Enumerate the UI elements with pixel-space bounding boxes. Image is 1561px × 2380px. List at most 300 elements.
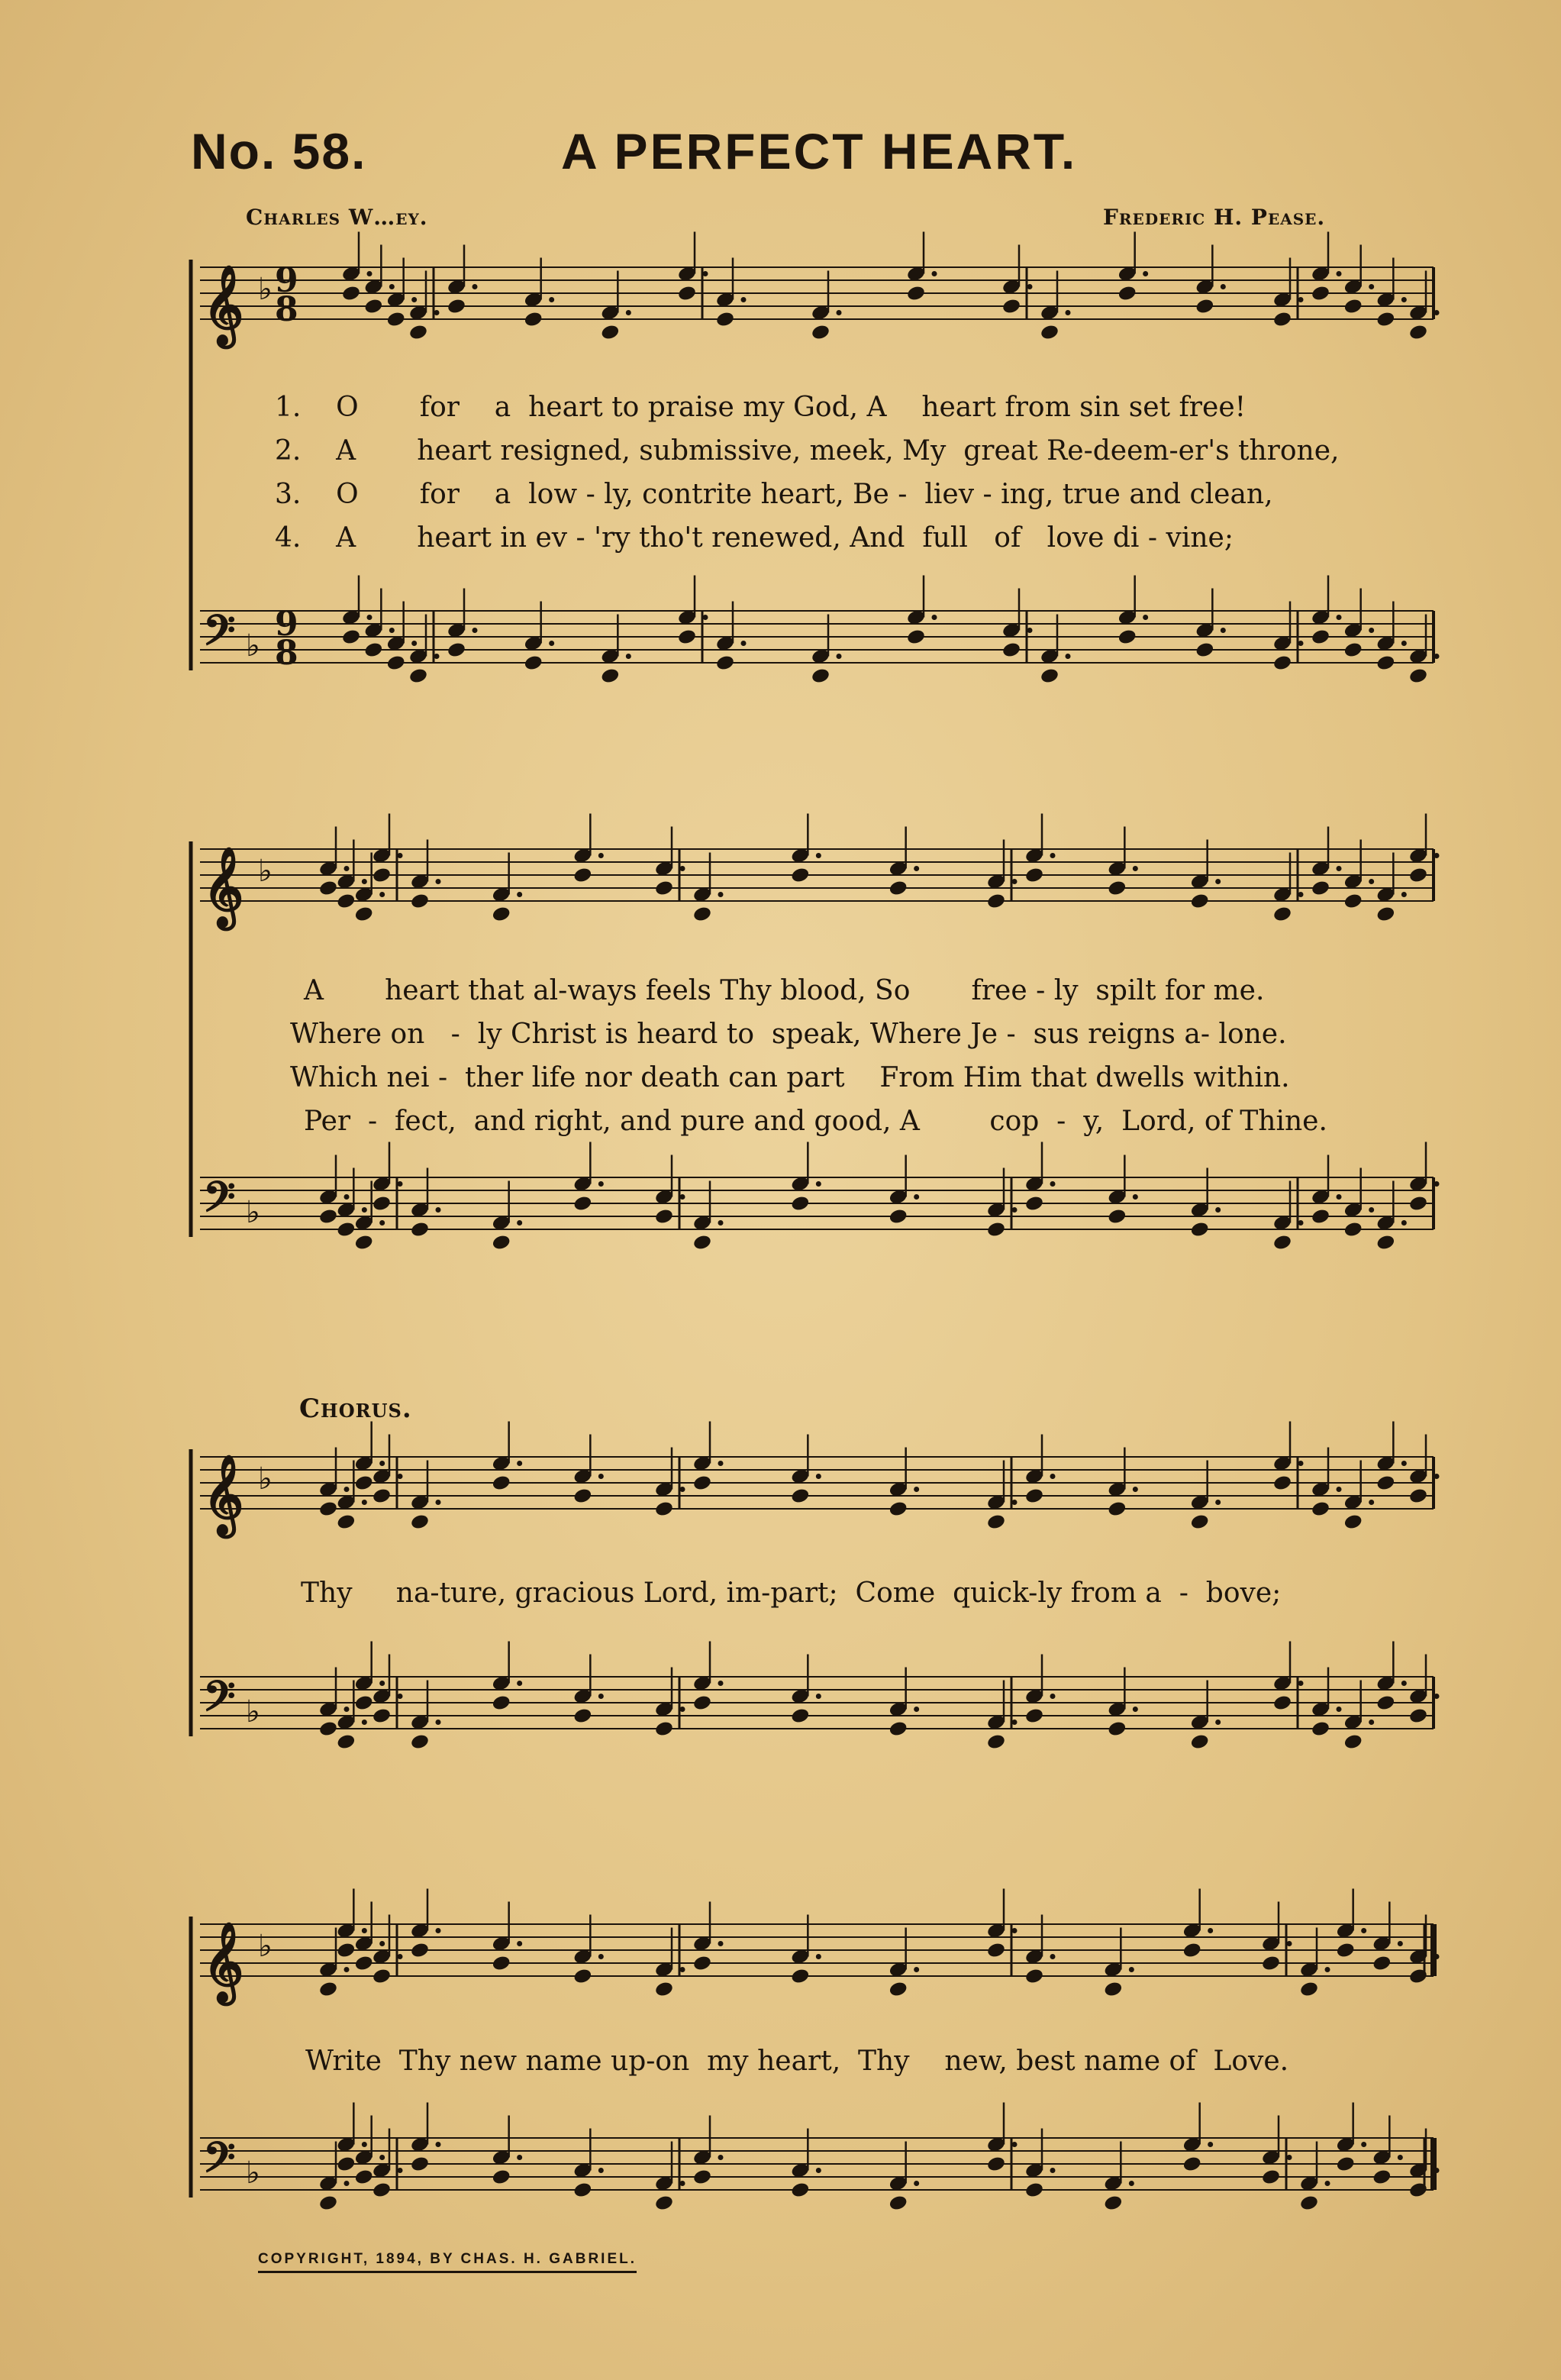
note-dot: [718, 1220, 724, 1226]
flat-sign: ♭: [246, 1694, 260, 1729]
note-dot: [598, 1181, 604, 1187]
note-dot: [411, 297, 417, 302]
lyricist-credit: Charles W…ey.: [246, 205, 428, 230]
note-dot: [1369, 628, 1374, 633]
note-dot: [1369, 1720, 1374, 1725]
note-head: [654, 1500, 674, 1518]
note-head: [408, 324, 428, 341]
note-dot: [1298, 892, 1304, 897]
note-dot: [598, 1694, 604, 1699]
note-head: [572, 867, 592, 884]
time-signature-top: 9: [275, 261, 298, 300]
note-head: [318, 880, 338, 897]
note-head: [889, 1500, 908, 1518]
note-head: [1343, 1221, 1363, 1238]
note-dot: [398, 1181, 403, 1187]
note-head: [1190, 1221, 1210, 1238]
flat-sign: ♭: [258, 1461, 273, 1497]
note-head: [811, 324, 830, 341]
treble-clef: 𝄞: [203, 846, 244, 927]
note-head: [492, 1474, 511, 1492]
note-dot: [398, 1694, 403, 1699]
note-dot: [344, 866, 350, 871]
bass-clef: 𝄢: [203, 1671, 236, 1731]
note-dot: [1401, 1461, 1407, 1466]
flat-sign: ♭: [258, 1928, 273, 1964]
note-head: [1336, 1942, 1356, 1959]
note-dot: [362, 1720, 367, 1725]
note-head: [654, 1720, 674, 1738]
note-dot: [1298, 641, 1304, 646]
note-dot: [816, 853, 821, 858]
note-dot: [680, 1487, 685, 1492]
note-dot: [1050, 853, 1056, 858]
note-head: [811, 667, 830, 685]
note-dot: [1012, 879, 1018, 884]
note-dot: [1027, 628, 1033, 633]
note-head: [1272, 1474, 1292, 1492]
note-head: [1190, 1733, 1210, 1751]
note-head: [363, 298, 383, 315]
note-head: [1272, 1694, 1292, 1712]
note-dot: [367, 615, 373, 620]
note-head: [410, 893, 430, 910]
note-head: [1408, 1195, 1428, 1213]
note-dot: [914, 1194, 919, 1200]
note-dot: [1337, 866, 1342, 871]
chorus-label: Chorus.: [299, 1393, 412, 1424]
note-head: [692, 1955, 712, 1972]
note-head: [1118, 628, 1137, 646]
note-dot: [741, 641, 747, 646]
note-head: [1376, 906, 1395, 923]
note-head: [1311, 1208, 1330, 1226]
note-dot: [398, 853, 403, 858]
note-head: [318, 1720, 338, 1738]
note-dot: [344, 1707, 350, 1712]
note-head: [492, 906, 511, 923]
note-head: [889, 1208, 908, 1226]
note-head: [524, 654, 543, 672]
note-head: [386, 654, 406, 672]
note-dot: [598, 853, 604, 858]
note-dot: [1325, 1967, 1330, 1972]
note-head: [986, 1513, 1006, 1531]
note-head: [1040, 324, 1059, 341]
note-head: [336, 2156, 356, 2173]
note-head: [1190, 893, 1210, 910]
note-head: [341, 285, 361, 302]
note-head: [889, 880, 908, 897]
note-head: [1024, 867, 1044, 884]
note-head: [1311, 285, 1330, 302]
note-head: [386, 311, 406, 328]
note-head: [410, 2156, 430, 2173]
note-head: [1107, 1500, 1127, 1518]
note-head: [336, 893, 356, 910]
note-head: [1311, 880, 1330, 897]
note-dot: [703, 615, 708, 620]
note-head: [1107, 880, 1127, 897]
flat-sign: ♭: [258, 271, 273, 307]
note-head: [600, 324, 620, 341]
note-head: [336, 1221, 356, 1238]
note-dot: [1215, 1500, 1221, 1505]
note-head: [1299, 2194, 1319, 2212]
note-head: [318, 2194, 338, 2212]
note-head: [1311, 1500, 1330, 1518]
note-dot: [472, 628, 478, 633]
note-head: [790, 1487, 810, 1505]
note-head: [372, 2181, 392, 2199]
note-dot: [1434, 654, 1440, 659]
note-head: [654, 2194, 674, 2212]
note-head: [363, 641, 383, 659]
note-head: [1272, 311, 1292, 328]
note-dot: [1337, 1707, 1342, 1712]
copyright-notice: COPYRIGHT, 1894, BY CHAS. H. GABRIEL.: [258, 2251, 637, 2273]
note-head: [1040, 667, 1059, 685]
chorus-line-2: Write Thy new name up-on my heart, Thy new, best name of Love.: [305, 2046, 1289, 2077]
note-dot: [1221, 284, 1226, 289]
note-dot: [436, 1500, 441, 1505]
note-dot: [379, 1941, 385, 1946]
note-dot: [411, 641, 417, 646]
note-dot: [1337, 615, 1342, 620]
note-dot: [680, 1967, 685, 1972]
note-dot: [362, 1928, 367, 1933]
note-head: [790, 867, 810, 884]
note-dot: [549, 641, 554, 646]
note-head: [1343, 298, 1363, 315]
note-head: [410, 1513, 430, 1531]
note-dot: [379, 1681, 385, 1686]
note-head: [1408, 1707, 1428, 1725]
note-dot: [436, 2142, 441, 2147]
note-head: [1024, 2181, 1044, 2199]
note-dot: [680, 2181, 685, 2186]
note-head: [1311, 1720, 1330, 1738]
verse-3-continuation: Which nei - ther life nor death can part From Him that dwells within.: [290, 1062, 1290, 1093]
note-dot: [517, 1220, 522, 1226]
note-dot: [1401, 641, 1407, 646]
note-head: [492, 1234, 511, 1251]
hymn-title: A PERFECT HEART.: [561, 123, 1078, 179]
note-head: [986, 893, 1006, 910]
composer-credit: Frederic H. Pease.: [1103, 205, 1326, 230]
note-head: [1024, 1707, 1044, 1725]
note-head: [986, 1733, 1006, 1751]
note-dot: [1369, 1207, 1374, 1213]
note-head: [1376, 311, 1395, 328]
note-head: [692, 1474, 712, 1492]
note-head: [1408, 1487, 1428, 1505]
note-head: [1343, 641, 1363, 659]
note-head: [1103, 2194, 1123, 2212]
note-dot: [1133, 1487, 1138, 1492]
note-dot: [718, 2155, 724, 2160]
treble-clef: 𝄞: [203, 264, 244, 345]
note-dot: [517, 1681, 522, 1686]
note-head: [1103, 1981, 1123, 1998]
note-dot: [1337, 1194, 1342, 1200]
note-head: [372, 1195, 392, 1213]
note-dot: [344, 1194, 350, 1200]
note-dot: [816, 1181, 821, 1187]
note-head: [692, 1234, 712, 1251]
note-dot: [1208, 1928, 1213, 1933]
note-head: [354, 1694, 374, 1712]
note-dot: [436, 1720, 441, 1725]
note-dot: [1012, 1928, 1018, 1933]
note-dot: [718, 1941, 724, 1946]
note-dot: [1133, 1707, 1138, 1712]
note-dot: [1434, 1694, 1440, 1699]
note-head: [410, 1221, 430, 1238]
note-head: [354, 2168, 374, 2186]
note-dot: [1129, 1967, 1134, 1972]
note-head: [1182, 1942, 1202, 1959]
flat-sign: ♭: [246, 1194, 260, 1230]
note-head: [790, 1968, 810, 1985]
note-head: [341, 628, 361, 646]
note-dot: [816, 1474, 821, 1479]
note-dot: [367, 271, 373, 276]
note-dot: [517, 1941, 522, 1946]
note-dot: [1361, 1928, 1366, 1933]
note-dot: [398, 1474, 403, 1479]
note-head: [986, 1942, 1006, 1959]
note-dot: [1050, 2168, 1056, 2173]
note-head: [1272, 654, 1292, 672]
note-head: [986, 2156, 1006, 2173]
note-head: [1001, 641, 1021, 659]
note-dot: [549, 297, 554, 302]
note-dot: [1143, 615, 1148, 620]
note-dot: [914, 1707, 919, 1712]
note-dot: [680, 866, 685, 871]
note-head: [524, 311, 543, 328]
note-head: [318, 1981, 338, 1998]
note-head: [1182, 2156, 1202, 2173]
note-dot: [1066, 654, 1071, 659]
note-dot: [1298, 1461, 1304, 1466]
note-dot: [436, 879, 441, 884]
note-dot: [932, 271, 937, 276]
note-head: [677, 285, 697, 302]
note-head: [692, 906, 712, 923]
note-dot: [1287, 1941, 1292, 1946]
note-dot: [837, 654, 842, 659]
note-head: [1190, 1513, 1210, 1531]
note-dot: [1027, 284, 1033, 289]
note-head: [692, 1694, 712, 1712]
flat-sign: ♭: [246, 2155, 260, 2191]
note-head: [1343, 1513, 1363, 1531]
note-dot: [1133, 1194, 1138, 1200]
note-head: [654, 880, 674, 897]
note-head: [1408, 324, 1428, 341]
note-dot: [1208, 2142, 1213, 2147]
note-head: [572, 1195, 592, 1213]
note-head: [1107, 1208, 1127, 1226]
note-head: [1261, 1955, 1281, 1972]
verse-2-continuation: Where on - ly Christ is heard to speak, Where Je - sus reigns a- lone.: [290, 1019, 1287, 1050]
note-head: [1272, 1234, 1292, 1251]
note-head: [1376, 1234, 1395, 1251]
note-dot: [1434, 2168, 1440, 2173]
note-head: [1272, 906, 1292, 923]
note-head: [986, 1221, 1006, 1238]
note-dot: [389, 628, 395, 633]
note-dot: [1133, 866, 1138, 871]
note-dot: [1012, 2142, 1018, 2147]
note-dot: [1012, 1720, 1018, 1725]
flat-sign: ♭: [258, 853, 273, 889]
note-dot: [398, 2168, 403, 2173]
note-dot: [1215, 1207, 1221, 1213]
note-head: [492, 1694, 511, 1712]
note-dot: [379, 2155, 385, 2160]
note-head: [492, 2168, 511, 2186]
note-dot: [1129, 2181, 1134, 2186]
note-dot: [718, 1681, 724, 1686]
verse-4-line: 4. A heart in ev - 'ry tho't renewed, And full of love di - vine;: [275, 522, 1234, 554]
note-head: [1118, 285, 1137, 302]
note-dot: [816, 1694, 821, 1699]
note-head: [1261, 2168, 1281, 2186]
time-signature-bottom: 8: [275, 634, 298, 673]
note-head: [1001, 298, 1021, 315]
note-dot: [1215, 1720, 1221, 1725]
note-dot: [1434, 310, 1440, 315]
note-head: [372, 1487, 392, 1505]
note-dot: [379, 1220, 385, 1226]
flat-sign: ♭: [246, 628, 260, 664]
note-dot: [626, 654, 631, 659]
note-dot: [362, 1207, 367, 1213]
note-head: [906, 628, 926, 646]
note-dot: [598, 2168, 604, 2173]
note-dot: [1361, 2142, 1366, 2147]
note-dot: [436, 1928, 441, 1933]
note-dot: [816, 1954, 821, 1959]
note-dot: [1287, 2155, 1292, 2160]
note-dot: [626, 310, 631, 315]
note-dot: [1012, 1207, 1018, 1213]
note-dot: [914, 2181, 919, 2186]
note-head: [372, 1968, 392, 1985]
note-dot: [680, 1194, 685, 1200]
note-head: [715, 311, 735, 328]
note-dot: [379, 1461, 385, 1466]
note-dot: [1012, 1500, 1018, 1505]
treble-clef: 𝄞: [203, 1921, 244, 2002]
note-head: [1195, 641, 1214, 659]
treble-clef: 𝄞: [203, 1454, 244, 1535]
note-dot: [1401, 297, 1407, 302]
note-dot: [741, 297, 747, 302]
note-dot: [1401, 892, 1407, 897]
note-head: [906, 285, 926, 302]
note-head: [654, 1208, 674, 1226]
note-dot: [362, 879, 367, 884]
note-head: [715, 654, 735, 672]
note-dot: [1066, 310, 1071, 315]
note-dot: [1398, 1941, 1403, 1946]
note-head: [336, 1942, 356, 1959]
note-dot: [1143, 271, 1148, 276]
note-head: [1376, 654, 1395, 672]
note-dot: [703, 271, 708, 276]
note-dot: [718, 1461, 724, 1466]
note-dot: [1434, 1474, 1440, 1479]
note-head: [372, 867, 392, 884]
bass-clef: 𝄢: [203, 2133, 236, 2192]
note-head: [1311, 628, 1330, 646]
note-head: [1376, 1474, 1395, 1492]
note-dot: [472, 284, 478, 289]
note-head: [354, 1234, 374, 1251]
note-head: [572, 2181, 592, 2199]
note-dot: [1050, 1694, 1056, 1699]
note-dot: [1050, 1181, 1056, 1187]
note-dot: [598, 1954, 604, 1959]
note-dot: [1337, 1487, 1342, 1492]
note-dot: [1215, 879, 1221, 884]
bass-clef: 𝄢: [203, 605, 236, 665]
note-dot: [398, 1954, 403, 1959]
note-dot: [1398, 2155, 1403, 2160]
note-dot: [389, 284, 395, 289]
note-head: [336, 1733, 356, 1751]
note-head: [1299, 1981, 1319, 1998]
note-dot: [517, 892, 522, 897]
note-dot: [1369, 879, 1374, 884]
note-dot: [837, 310, 842, 315]
note-head: [1372, 1955, 1392, 1972]
note-dot: [344, 2181, 350, 2186]
verse-1-line: 1. O for a heart to praise my God, A heart from sin set free!: [275, 392, 1247, 423]
note-dot: [1298, 1681, 1304, 1686]
note-dot: [914, 1967, 919, 1972]
note-head: [1336, 2156, 1356, 2173]
note-dot: [1434, 853, 1440, 858]
hymn-number: No. 58.: [191, 123, 367, 179]
note-head: [572, 1487, 592, 1505]
note-head: [600, 667, 620, 685]
note-dot: [1050, 1474, 1056, 1479]
note-head: [1024, 1487, 1044, 1505]
note-dot: [680, 1707, 685, 1712]
note-head: [677, 628, 697, 646]
note-dot: [1434, 1954, 1440, 1959]
note-dot: [1401, 1220, 1407, 1226]
note-head: [1107, 1720, 1127, 1738]
note-dot: [932, 615, 937, 620]
note-head: [1343, 1733, 1363, 1751]
note-head: [1195, 298, 1214, 315]
note-head: [889, 1981, 908, 1998]
note-head: [354, 906, 374, 923]
verse-4-continuation: Per - fect, and right, and pure and good, A cop - y, Lord, of Thine.: [304, 1106, 1327, 1137]
note-dot: [1434, 1181, 1440, 1187]
note-dot: [1050, 1954, 1056, 1959]
note-dot: [1298, 1220, 1304, 1226]
time-signature-bottom: 8: [275, 290, 298, 329]
note-head: [336, 1513, 356, 1531]
note-head: [354, 1955, 374, 1972]
